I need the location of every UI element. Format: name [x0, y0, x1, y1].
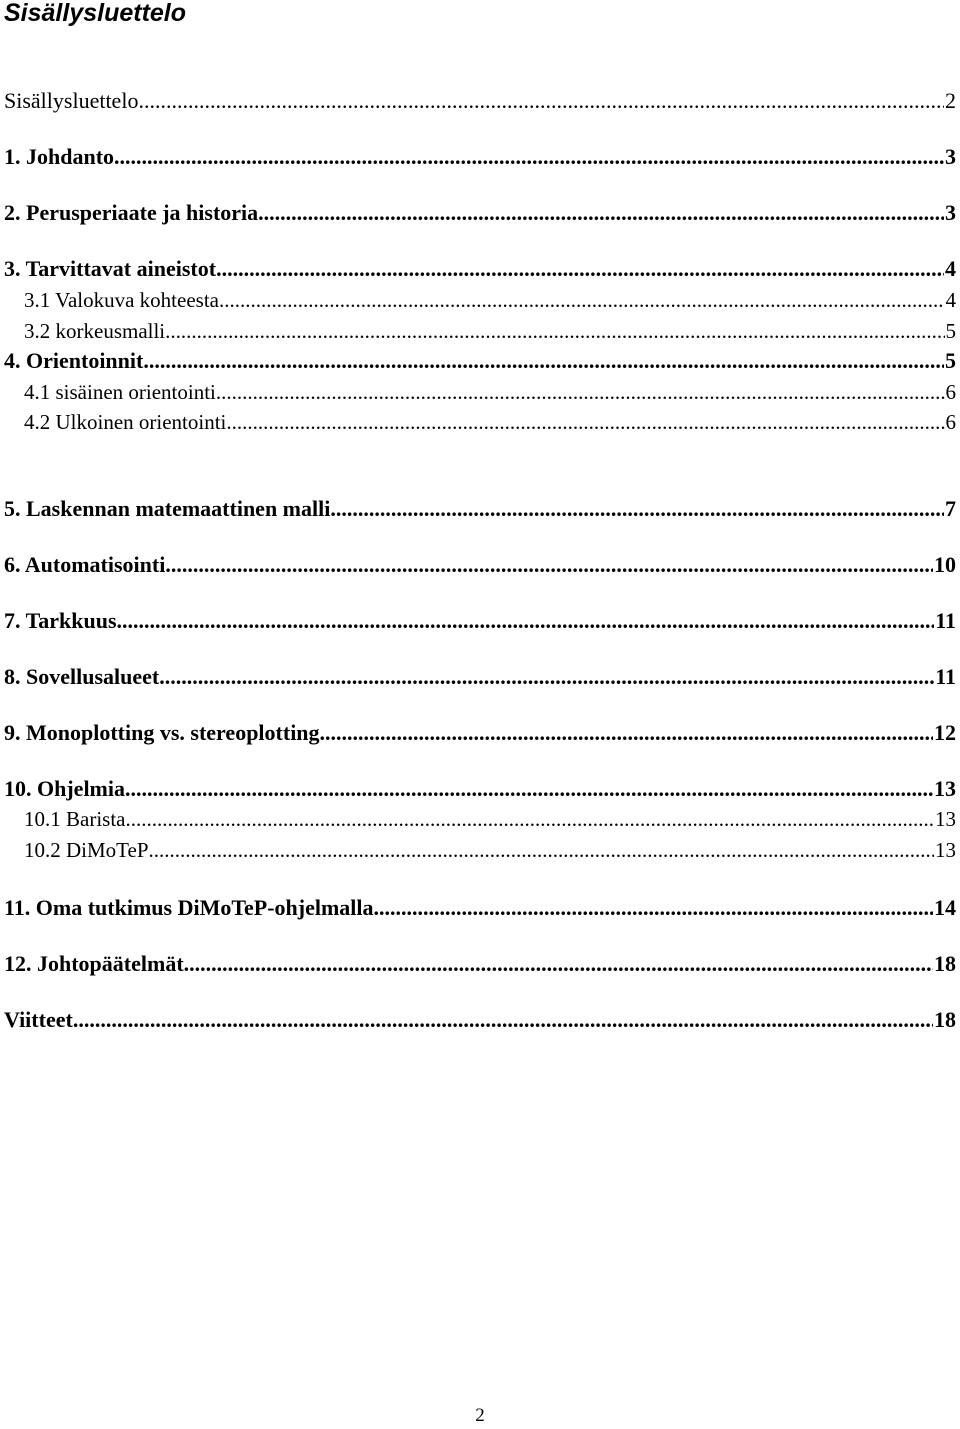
toc-entry-label: 1. Johdanto: [4, 144, 115, 169]
toc-dot-leader: [258, 200, 944, 226]
toc-dot-leader: [184, 951, 933, 977]
toc-entry-label: 11. Oma tutkimus DiMoTeP-ohjelmalla: [4, 895, 374, 920]
toc-entry[interactable]: [4, 720, 956, 746]
toc-entry[interactable]: [24, 379, 956, 405]
toc-entry-page: 5: [945, 348, 956, 373]
toc-entry-page: 12: [934, 720, 956, 745]
toc-entry-label: 10. Ohjelmia: [4, 776, 125, 801]
toc-dot-leader: [117, 608, 935, 634]
toc-dot-leader: [226, 409, 944, 435]
toc-entry-page: 6: [945, 410, 956, 434]
toc-dot-leader: [165, 318, 944, 344]
toc-entry-page: 14: [934, 895, 956, 920]
toc-dot-leader: [125, 806, 934, 832]
toc-dot-leader: [114, 144, 944, 170]
toc-entry-page: 6: [945, 380, 956, 404]
toc-entry-label: Sisällysluettelo: [4, 88, 139, 113]
toc-entry-page: 18: [934, 951, 956, 976]
toc-entry-label: 3.1 Valokuva kohteesta: [24, 288, 219, 312]
toc-entry[interactable]: [24, 287, 956, 313]
toc-entry[interactable]: [4, 88, 956, 114]
toc-entry-page: 13: [934, 776, 956, 801]
toc-entry[interactable]: [4, 348, 956, 374]
toc-entry[interactable]: [4, 200, 956, 226]
toc-entry-page: 4: [945, 288, 956, 312]
toc-entry[interactable]: [24, 318, 956, 344]
toc-entry[interactable]: [24, 409, 956, 435]
toc-entry-page: 13: [935, 807, 956, 831]
toc-dot-leader: [138, 88, 944, 114]
toc-entry[interactable]: [4, 552, 956, 578]
toc-entry-page: 18: [934, 1007, 956, 1032]
toc-entry[interactable]: [4, 776, 956, 802]
toc-entry[interactable]: [24, 806, 956, 832]
toc-dot-leader: [159, 664, 934, 690]
toc-entry-page: 13: [935, 838, 956, 862]
toc-entry-page: 11: [935, 608, 956, 633]
toc-entry[interactable]: [4, 608, 956, 634]
toc-entry-label: 8. Sovellusalueet: [4, 664, 160, 689]
toc-entry-label: 10.1 Barista: [24, 807, 126, 831]
toc-dot-leader: [374, 895, 933, 921]
toc-entry-label: 3. Tarvittavat aineistot: [4, 256, 217, 281]
page-heading: Sisällysluettelo: [4, 0, 187, 27]
toc-entry-label: 7. Tarkkuus: [4, 608, 117, 633]
page-number: 2: [475, 1405, 485, 1426]
toc-entry[interactable]: [4, 1007, 956, 1033]
toc-entry[interactable]: [4, 256, 956, 282]
toc-entry[interactable]: [24, 837, 956, 863]
toc-entry[interactable]: [4, 144, 956, 170]
toc-entry-page: 7: [945, 496, 956, 521]
toc-entry-label: Viitteet: [4, 1007, 73, 1032]
toc-entry[interactable]: [4, 496, 956, 522]
toc-entry-label: 10.2 DiMoTeP: [24, 838, 149, 862]
toc-entry-label: 4.2 Ulkoinen orientointi: [24, 410, 227, 434]
toc-entry-page: 5: [945, 319, 956, 343]
toc-entry-page: 2: [945, 88, 956, 113]
toc-entry-page: 3: [945, 144, 956, 169]
toc-dot-leader: [143, 348, 944, 374]
toc-entry-page: 11: [935, 664, 956, 689]
toc-entry-label: 3.2 korkeusmalli: [24, 319, 166, 343]
toc-entry-label: 9. Monoplotting vs. stereoplotting: [4, 720, 320, 745]
toc-dot-leader: [125, 776, 933, 802]
toc-dot-leader: [216, 256, 944, 282]
toc-entry-page: 10: [934, 552, 956, 577]
toc-dot-leader: [73, 1007, 933, 1033]
toc-entry-page: 4: [945, 256, 956, 281]
toc-entry-label: 12. Johtopäätelmät: [4, 951, 184, 976]
toc-entry[interactable]: [4, 895, 956, 921]
toc-dot-leader: [165, 552, 933, 578]
toc-entry-label: 2. Perusperiaate ja historia: [4, 200, 259, 225]
toc-entry-label: 6. Automatisointi: [4, 552, 166, 577]
toc-entry[interactable]: [4, 664, 956, 690]
toc-dot-leader: [219, 287, 945, 313]
toc-entry[interactable]: [4, 951, 956, 977]
toc-dot-leader: [320, 720, 933, 746]
toc-entry-page: 3: [945, 200, 956, 225]
toc-entry-label: 4.1 sisäinen orientointi: [24, 380, 216, 404]
toc-entry-label: 4. Orientoinnit: [4, 348, 144, 373]
toc-entry-label: 5. Laskennan matemaattinen malli: [4, 496, 331, 521]
toc-dot-leader: [216, 379, 945, 405]
toc-dot-leader: [149, 837, 934, 863]
toc-dot-leader: [330, 496, 944, 522]
